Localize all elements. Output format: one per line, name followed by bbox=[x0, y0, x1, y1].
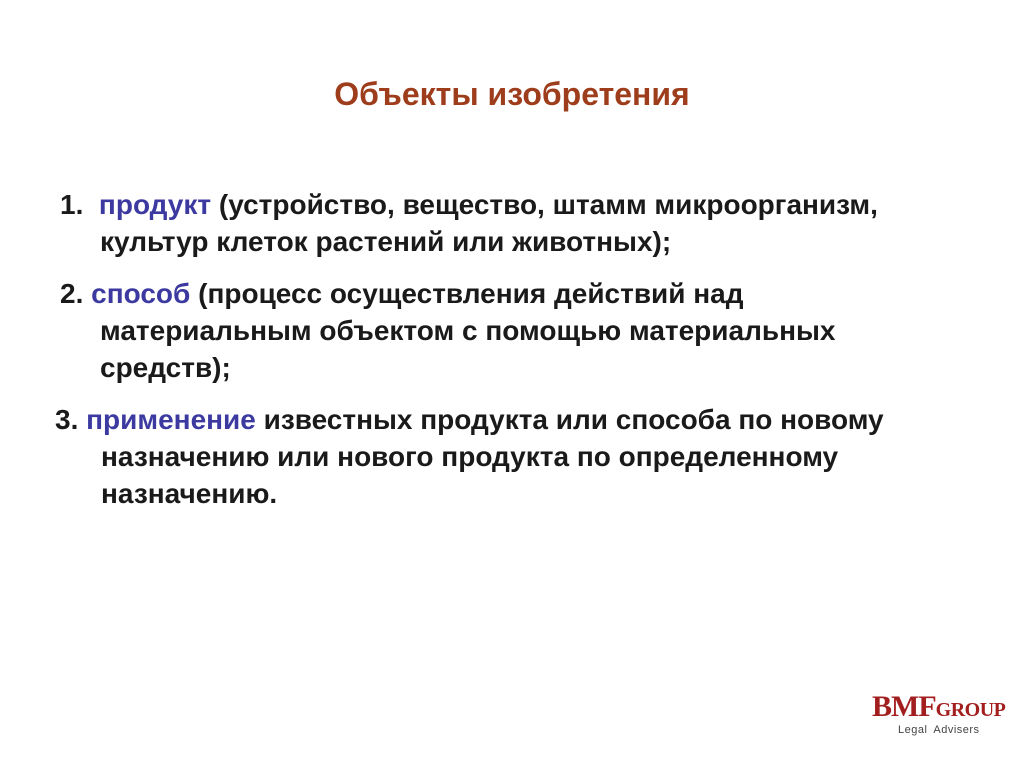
item-text: известных продукта или способа по новому назначению или нового продукта по определенному назначению. bbox=[101, 404, 884, 509]
item-number: 3. bbox=[55, 404, 79, 435]
list-item bbox=[55, 401, 960, 512]
list-item bbox=[60, 186, 960, 260]
list-item bbox=[60, 275, 960, 386]
logo-brand: BMF bbox=[872, 690, 936, 723]
bmf-group-logo bbox=[872, 690, 1006, 742]
item-term: применение bbox=[86, 404, 256, 435]
slide-title: Объекты изобретения bbox=[334, 76, 690, 112]
logo-group: GROUP bbox=[935, 699, 1006, 721]
item-text: (процесс осуществления действий над материальным объектом с помощью материальных средств); bbox=[100, 278, 836, 383]
item-number: 2. bbox=[60, 278, 84, 309]
item-text: (устройство, вещество, штамм микроорганизм, культур клеток растений или животных); bbox=[100, 189, 878, 257]
item-number: 1. bbox=[60, 189, 84, 220]
logo-subtitle: Legal Advisers bbox=[898, 724, 980, 736]
item-term: продукт bbox=[98, 189, 212, 220]
item-term: способ bbox=[91, 278, 191, 309]
invention-objects-list bbox=[55, 186, 960, 527]
